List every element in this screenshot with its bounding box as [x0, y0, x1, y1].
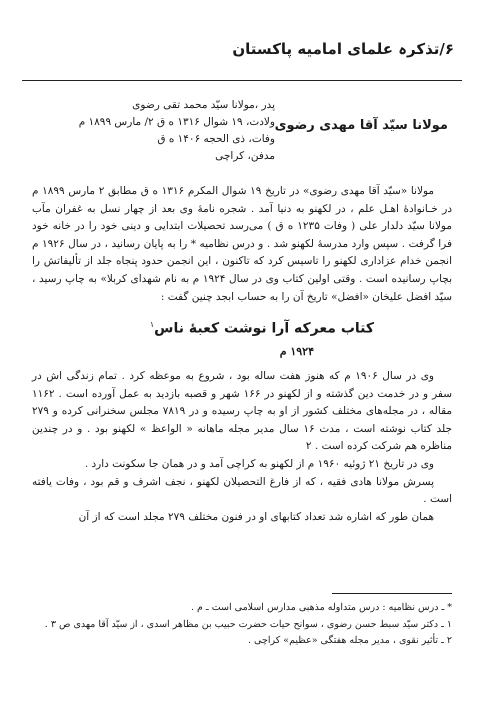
bio-birth: ولادت، ۱۹ شوال ۱۳۱۶ ه ق ۲/ مارس ۱۸۹۹ م — [78, 116, 275, 128]
migration-paragraph: وی در تاریخ ۲۱ ژوئیه ۱۹۶۰ م از لکهنو به کراچی آمد و در همان جا سکونت دارد . — [84, 457, 434, 470]
footnote-1: ۱ ـ دکتر سیّد سبط حسن رضوی ، سوانح حیات حضرت حبیب بن مظاهر اسدی ، از سیّد آقا مهدی ص ۳ . — [44, 618, 452, 630]
main-text — [32, 368, 452, 526]
bio-details — [40, 97, 275, 165]
book-title-verse — [150, 320, 374, 337]
books-paragraph: همان طور که اشاره شد تعداد کتابهای او در فنون مختلف ۲۷۹ مجلد است که از آن — [78, 510, 434, 523]
header-rule — [22, 80, 462, 81]
bio-burial: مدفن، کراچی — [215, 150, 275, 162]
intro-text — [32, 183, 452, 306]
book-title-text: کتاب معرکه آرا نوشت کعبهٔ ناس — [154, 320, 374, 337]
scholar-name: مولانا سیّد آقا مهدی رضوی — [274, 118, 448, 133]
footnote-2: ۲ ـ تأثیر نقوی ، مدیر مجله هفتگی «عظیم» کراچی . — [248, 635, 452, 646]
career-paragraph: وی در سال ۱۹۰۶ م که هنوز هفت ساله بود ، شروع به موعظه کرد . تمام زندگی اش در سفر و در خدمت دین گذشته و از لکهنو در ۱۶۶ شهر و قصبه بازدید به عمل آورده است . ۱۱۶۲ مقاله ، در مجله‌های مختلف کشور از او به چاپ رسیده و در ۷۸۱۹ مجلس سخنرانی کرده و ۲۷۹ جلد کتاب نوشته است ، مدت ۱۶ سال مدیر مجله ماهانه « الواعظ » لکهنو بود . و در چندین مناظره هم شرکت کرده است . ۲ — [32, 370, 453, 453]
running-header: ۶/تذکرہ علمای امامیه پاکستان — [232, 40, 454, 58]
bio-death: وفات، ذی الحجه ۱۴۰۶ ه ق — [157, 133, 275, 145]
footnote-star: * ـ درس نظامیه : درس متداوله مذهبی مدارس اسلامی است ـ م . — [190, 602, 452, 613]
intro-paragraph: مولانا «سیّد آقا مهدی رضوی» در تاریخ ۱۹ شوال المکرم ۱۳۱۶ ه ق مطابق ۲ مارس ۱۸۹۹ م در خـانوادهٔ اهـل علم ، در لکهنو به دنیا آمد . شجره نامهٔ وی بعد از چهار نسل به غفران مآب مولانا سیّد دلدار علی ( وفات ۱۲۳۵ ه ق ) می‌رسد تحصیلات ابتدایی و دینی خود را در خانه خود فرا گرفت . سپس وارد مدرسهٔ لکهنو شد . و درس نظامیه * را به پایان رسانید ، در سال ۱۹۲۶ م انجمن خدام عزاداری لکهنو را تاسیس کرد که تاکنون ، این انجمن حدود پنجاه جلد از تألیفاتش را بچاپ رسانیده است . وقتی اولین کتاب وی در سال ۱۹۲۴ م به نام شهدای کربلا» به چاپ رسید ، سیّد افضل علیخان «افضل» تاریخ آن را به حساب ابجد چنین گفت : — [32, 185, 453, 303]
footnote-ref-1: ۱ — [149, 320, 155, 329]
footnotes — [32, 600, 452, 650]
footnote-rule — [332, 593, 452, 594]
bio-father: پدر ،مولانا سیّد محمد تقی رضوی — [132, 99, 275, 111]
book-year: ۱۹۲۴ م — [279, 345, 314, 358]
son-paragraph: پسرش مولانا هادی فقیه ، که از فارغ التحصیلان لکهنو ، نجف اشرف و قم بود ، وفات یافته است . — [32, 475, 452, 506]
